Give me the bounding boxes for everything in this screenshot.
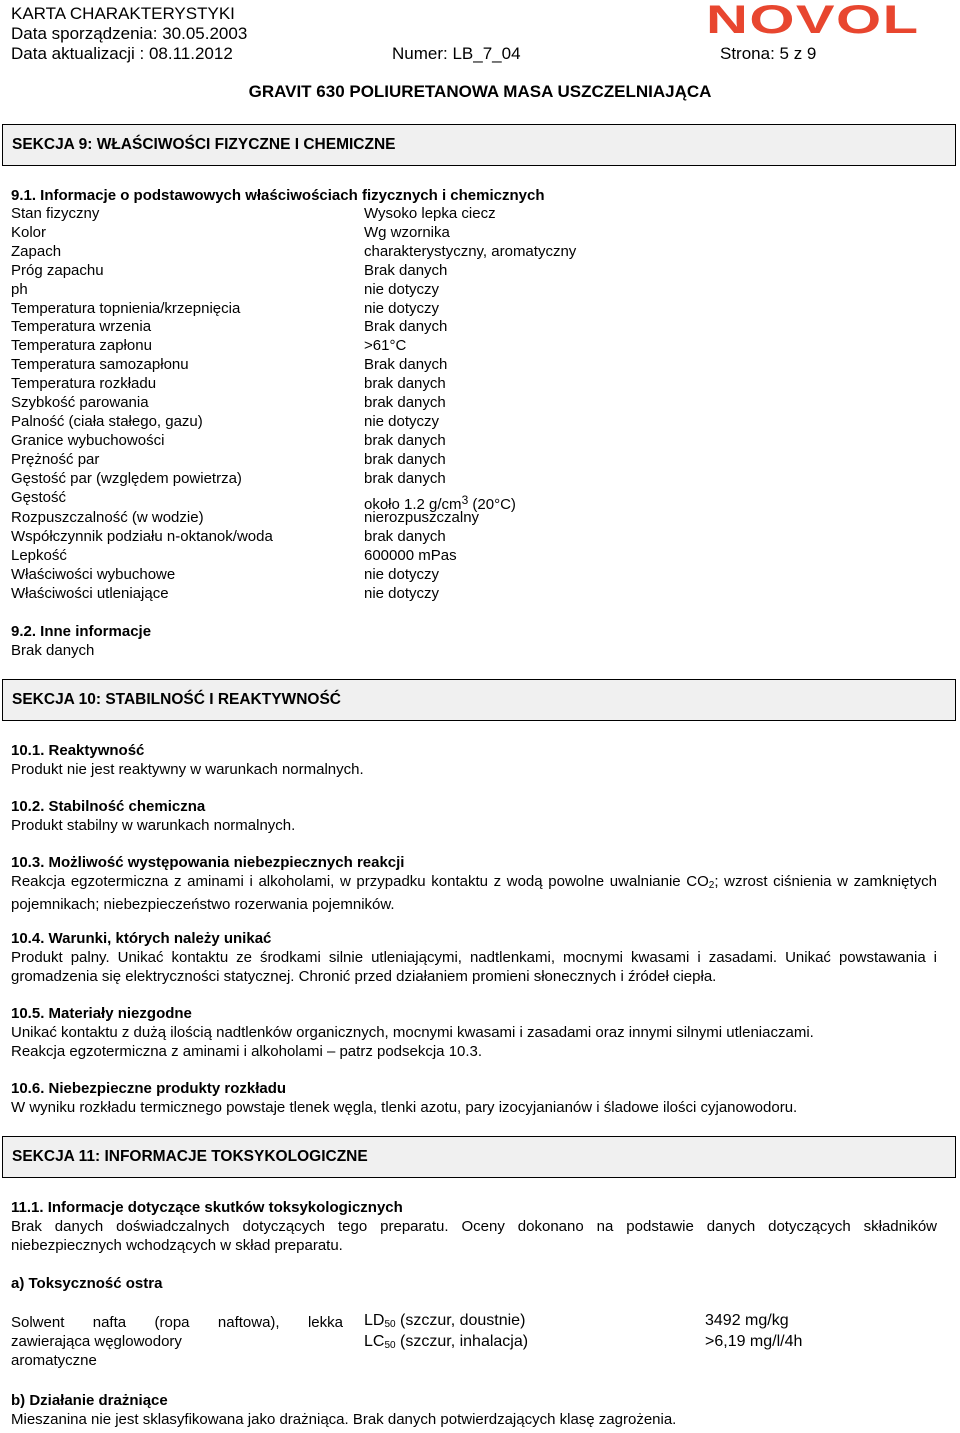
subsection-10-6-text: W wyniku rozkładu termicznego powstaje tlenek węgla, tlenki azotu, pary izocyjanianów i śladowe ilości cyjanowodoru. bbox=[11, 1099, 798, 1116]
property-value: 600000 mPas bbox=[364, 546, 457, 564]
ld50-label bbox=[364, 1312, 525, 1330]
header-title: KARTA CHARAKTERYSTYKI bbox=[11, 4, 235, 23]
property-label: Temperatura rozkładu bbox=[11, 375, 157, 393]
subsection-10-4-text: Produkt palny. Unikać kontaktu ze środkami silnie utleniającymi, nadtlenkami, mocnymi kwasami i zasadami. Unikać powstawania i gromadzenia się elektryczności statycznej. Chronić przed działaniem promieni słonecznych i źródeł ciepła. bbox=[11, 949, 937, 985]
property-label: Stan fizyczny bbox=[11, 205, 100, 222]
property-label: Współczynnik podziału n-oktanok/woda bbox=[11, 527, 273, 545]
subsection-9-2-text: Brak danych bbox=[11, 642, 95, 659]
header-created-date: Data sporządzenia: 30.05.2003 bbox=[11, 24, 248, 43]
subsection-9-2-title: 9.2. Inne informacje bbox=[11, 623, 152, 640]
property-label: Lepkość bbox=[11, 546, 67, 564]
lc-text: LC bbox=[364, 1333, 385, 1350]
product-title: GRAVIT 630 POLIURETANOWA MASA USZCZELNIAJĄCA bbox=[248, 82, 712, 101]
property-value: nie dotyczy bbox=[364, 280, 440, 298]
irritation-text: Mieszanina nie jest sklasyfikowana jako drażniąca. Brak danych potwierdzających klasę zagrożenia. bbox=[11, 1411, 677, 1428]
lc-subscript: 50 bbox=[384, 1340, 396, 1351]
density-value: około 1.2 g/cm bbox=[364, 496, 462, 513]
property-label: Zapach bbox=[11, 242, 62, 260]
subsection-10-1-text: Produkt nie jest reaktywny w warunkach normalnych. bbox=[11, 761, 364, 778]
substance-name-line3: aromatyczne bbox=[11, 1352, 97, 1369]
property-label: Granice wybuchowości bbox=[11, 431, 165, 449]
property-label: Kolor bbox=[11, 223, 47, 241]
property-value: Wysoko lepka ciecz bbox=[364, 205, 496, 222]
property-label: Gęstość bbox=[11, 489, 67, 506]
section-9-title: SEKCJA 9: WŁAŚCIWOŚCI FIZYCZNE I CHEMICZNE bbox=[12, 136, 396, 153]
subsection-10-1-title: 10.1. Reaktywność bbox=[11, 742, 145, 759]
subsection-10-3-title: 10.3. Możliwość występowania niebezpiecznych reakcji bbox=[11, 854, 405, 871]
ld-text: LD bbox=[364, 1312, 385, 1329]
property-label: ph bbox=[11, 280, 28, 298]
property-value: brak danych bbox=[364, 431, 446, 449]
property-label: Prężność par bbox=[11, 450, 100, 468]
property-value: nie dotyczy bbox=[364, 565, 440, 583]
property-value: brak danych bbox=[364, 469, 446, 487]
property-value: Brak danych bbox=[364, 261, 448, 279]
substance-name-line2: zawierająca węglowodory bbox=[11, 1333, 182, 1350]
property-label: Palność (ciała stałego, gazu) bbox=[11, 412, 203, 430]
property-value: brak danych bbox=[364, 375, 446, 393]
property-value: nie dotyczy bbox=[364, 299, 440, 317]
lc50-value: >6,19 mg/l/4h bbox=[705, 1333, 803, 1350]
property-label: Rozpuszczalność (w wodzie) bbox=[11, 509, 204, 526]
substance-name-line1: Solwent nafta (ropa naftowa), lekka bbox=[11, 1314, 343, 1331]
novol-logo: NOVOL bbox=[706, 0, 920, 42]
property-value: nie dotyczy bbox=[364, 584, 440, 602]
reaction-text-b: ; wzrost ciśnienia w zamkniętych pojemnikach; niebezpieczeństwo rozerwania pojemników. bbox=[11, 873, 937, 913]
lc-route: (szczur, inhalacja) bbox=[395, 1333, 529, 1350]
ld50-value: 3492 mg/kg bbox=[705, 1312, 789, 1329]
acute-toxicity-title: a) Toksyczność ostra bbox=[11, 1275, 163, 1292]
property-label: Temperatura topnienia/krzepnięcia bbox=[11, 299, 241, 317]
subsection-10-4-title: 10.4. Warunki, których należy unikać bbox=[11, 930, 272, 947]
property-label: Gęstość par (względem powietrza) bbox=[11, 469, 242, 487]
section-10-title: SEKCJA 10: STABILNOŚĆ I REAKTYWNOŚĆ bbox=[12, 691, 341, 708]
section-10-header bbox=[2, 679, 956, 721]
property-value: >61°C bbox=[364, 337, 407, 355]
ld-subscript: 50 bbox=[384, 1319, 396, 1330]
subsection-10-2-text: Produkt stabilny w warunkach normalnych. bbox=[11, 817, 296, 834]
property-value: Brak danych bbox=[364, 318, 448, 336]
property-value: Brak danych bbox=[364, 356, 448, 374]
header-doc-number: Numer: LB_7_04 bbox=[392, 44, 521, 63]
lc50-label bbox=[364, 1333, 528, 1351]
subsection-10-6-title: 10.6. Niebezpieczne produkty rozkładu bbox=[11, 1080, 287, 1097]
property-value: brak danych bbox=[364, 394, 446, 411]
subsection-11-1-title: 11.1. Informacje dotyczące skutków toksykologicznych bbox=[11, 1199, 403, 1216]
property-value: brak danych bbox=[364, 527, 446, 545]
property-label: Właściwości wybuchowe bbox=[11, 565, 176, 583]
section-9-header bbox=[2, 124, 956, 166]
property-label: Temperatura samozapłonu bbox=[11, 356, 189, 374]
header-updated-date: Data aktualizacji : 08.11.2012 bbox=[11, 44, 233, 63]
property-label: Szybkość parowania bbox=[11, 394, 149, 411]
property-value: charakterystyczny, aromatyczny bbox=[364, 242, 577, 260]
density-temperature: (20°C) bbox=[468, 496, 516, 513]
ld-route: (szczur, doustnie) bbox=[395, 1312, 526, 1329]
property-label: Próg zapachu bbox=[11, 261, 104, 279]
subsection-10-5-line2: Reakcja egzotermiczna z aminami i alkoholami – patrz podsekcja 10.3. bbox=[11, 1043, 483, 1060]
subsection-9-1-title: 9.1. Informacje o podstawowych właściwościach fizycznych i chemicznych bbox=[11, 187, 545, 204]
co2-subscript: 2 bbox=[708, 880, 715, 891]
section-11-header bbox=[2, 1136, 956, 1178]
subsection-11-1-text: Brak danych doświadczalnych dotyczących tego preparatu. Oceny dokonano na podstawie danych dotyczących składników niebezpiecznych wchodzących w skład preparatu. bbox=[11, 1218, 937, 1254]
subsection-10-2-title: 10.2. Stabilność chemiczna bbox=[11, 798, 206, 815]
reaction-text-a: Reakcja egzotermiczna z aminami i alkoholami, w przypadku kontaktu z wodą powolne uwalnianie CO bbox=[11, 873, 709, 890]
subsection-10-5-title: 10.5. Materiały niezgodne bbox=[11, 1005, 192, 1022]
property-label: Temperatura zapłonu bbox=[11, 337, 152, 355]
subsection-10-5-line1: Unikać kontaktu z dużą ilością nadtlenków organicznych, mocnymi kwasami i zasadami oraz innymi silnymi utleniaczami. bbox=[11, 1024, 814, 1041]
irritation-title: b) Działanie drażniące bbox=[11, 1392, 168, 1409]
property-value: nierozpuszczalny bbox=[364, 509, 480, 526]
header-page-number: Strona: 5 z 9 bbox=[720, 44, 817, 63]
density-unit-exponent: 3 bbox=[461, 493, 469, 507]
property-value: Wg wzornika bbox=[364, 223, 450, 241]
subsection-10-3-text bbox=[11, 872, 937, 914]
property-label: Właściwości utleniające bbox=[11, 584, 169, 602]
property-value: nie dotyczy bbox=[364, 412, 440, 430]
property-label: Temperatura wrzenia bbox=[11, 318, 152, 336]
section-11-title: SEKCJA 11: INFORMACJE TOKSYKOLOGICZNE bbox=[12, 1148, 368, 1165]
property-value: brak danych bbox=[364, 450, 446, 468]
